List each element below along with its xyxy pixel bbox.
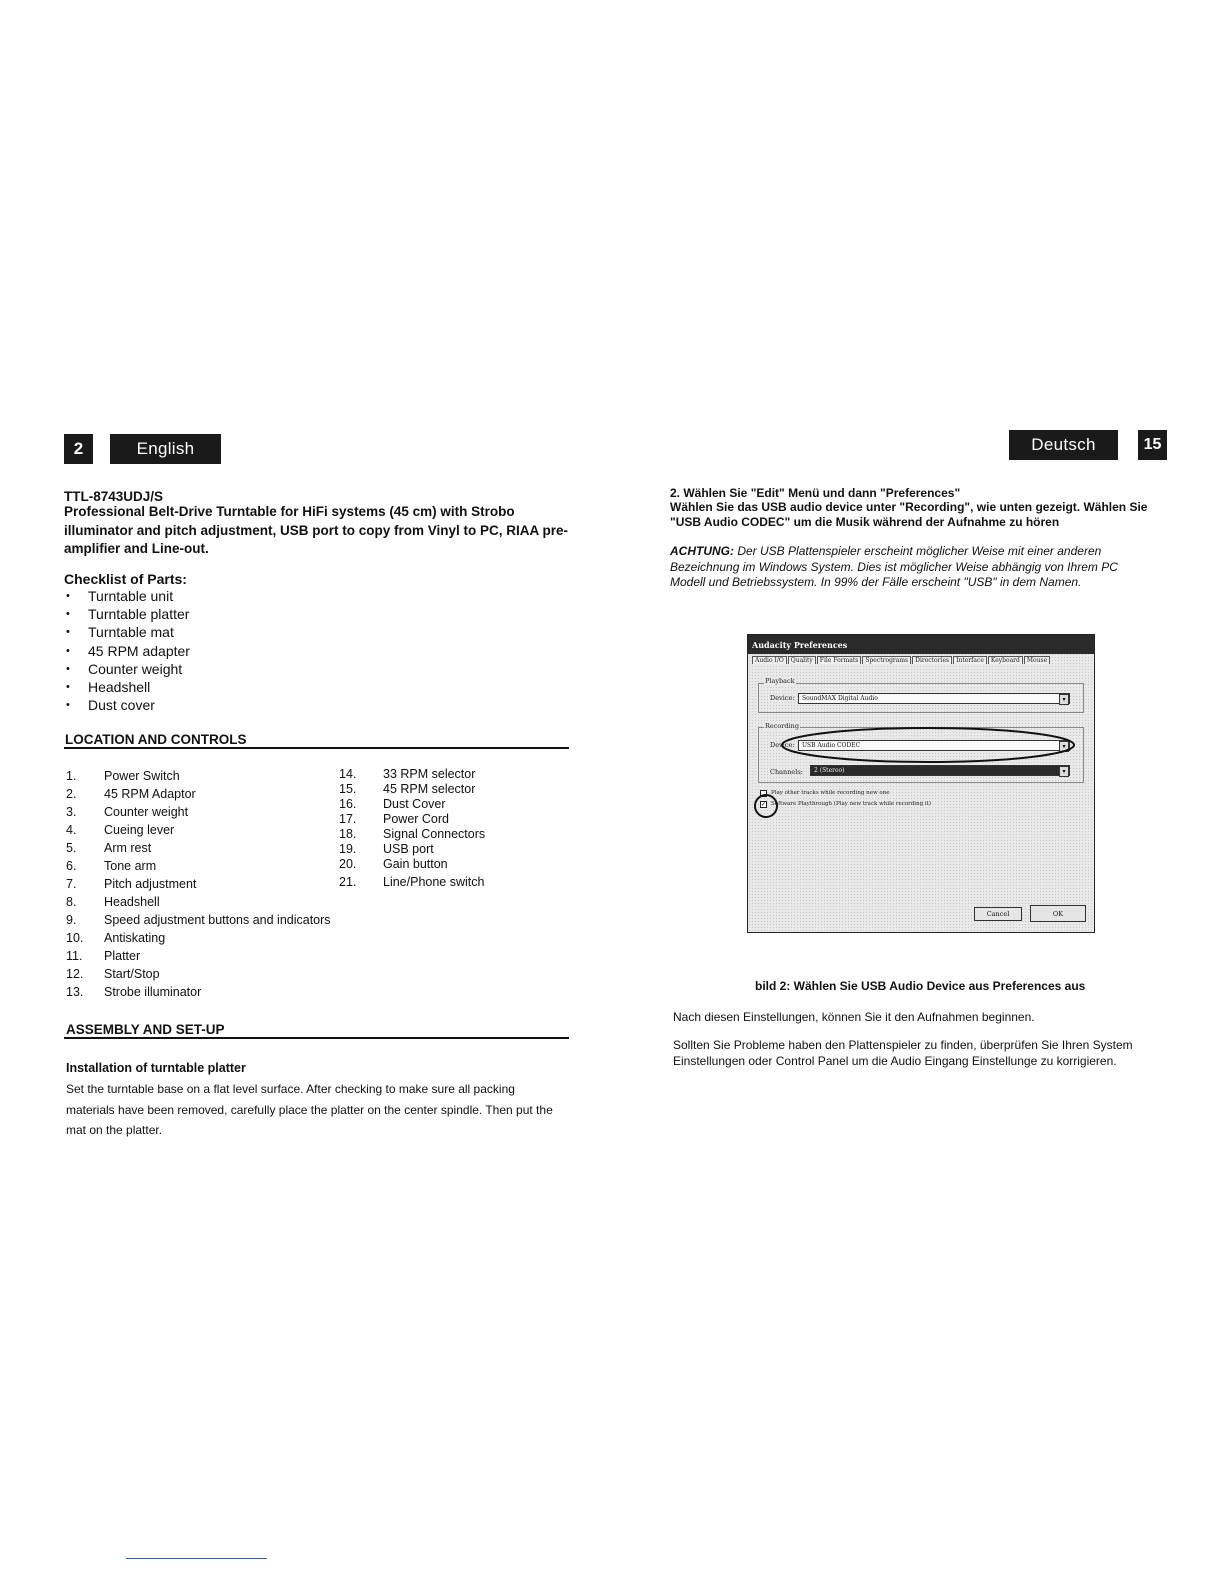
achtung-note: ACHTUNG: Der USB Plattenspieler erscheint möglicher Weise mit einer anderen Bezeichnung im Windows System. Dies ist möglicher Weise abhängig von Ihrem PC Modell und Betriebssystem. In 99% der Fälle erscheint "USB" in dem Namen.: [670, 544, 1118, 589]
list-item: 5. Arm rest: [66, 841, 152, 855]
section-rule: [64, 747, 569, 749]
list-item: 15. 45 RPM selector: [339, 782, 476, 796]
tab-directories[interactable]: Directories: [912, 656, 952, 664]
list-item: • Counter weight: [64, 660, 364, 678]
list-item: • Dust cover: [64, 696, 364, 714]
list-item: 16. Dust Cover: [339, 797, 446, 811]
channels-select[interactable]: 2 (Stereo) ▾: [810, 765, 1070, 776]
list-item: 13. Strobe illuminator: [66, 985, 202, 999]
chevron-down-icon[interactable]: ▾: [1059, 766, 1069, 777]
channels-label: Channels:: [770, 768, 803, 776]
ok-button[interactable]: OK: [1030, 905, 1086, 922]
language-tab-english: English: [110, 434, 221, 464]
playback-device-select[interactable]: SoundMAX Digital Audio ▾: [798, 693, 1070, 704]
page-number-left: 2: [64, 434, 93, 464]
list-item: • Headshell: [64, 678, 364, 696]
paragraph-troubleshoot: Sollten Sie Probleme haben den Plattenspieler zu finden, überprüfen Sie Ihren System Einstellungen oder Control Panel um die Audio Eingang Einstellunge zu korrigieren.: [673, 1038, 1133, 1068]
software-playthrough-checkbox[interactable]: ✓: [761, 802, 767, 808]
playback-label: Playback: [765, 677, 795, 685]
highlight-marks: [748, 635, 1095, 933]
list-item: • Turntable mat: [64, 623, 364, 641]
preferences-screenshot: [747, 634, 1095, 933]
list-item: 6. Tone arm: [66, 859, 157, 873]
model-title: TTL-8743UDJ/S: [64, 489, 164, 504]
page-number-right: 15: [1138, 430, 1167, 460]
checklist-heading: Checklist of Parts:: [64, 571, 187, 587]
chevron-down-icon[interactable]: ▾: [1059, 741, 1069, 752]
product-description: Professional Belt-Drive Turntable for HiFi systems (45 cm) with Strobo illuminator and pitch adjustment, USB port to copy from Vinyl to PC, RIAA pre-amplifier and Line-out.: [64, 504, 569, 556]
recording-label: Recording: [765, 722, 799, 730]
list-item: 3. Counter weight: [66, 805, 189, 819]
play-other-tracks-label: Play other tracks while recording new one: [771, 790, 890, 796]
tab-audio-io[interactable]: Audio I/O: [752, 656, 787, 664]
tab-file-formats[interactable]: File Formats: [817, 656, 862, 664]
window-title: Audacity Preferences: [748, 635, 1094, 654]
recording-device-label: Device:: [770, 741, 795, 749]
install-paragraph: Set the turntable base on a flat level surface. After checking to make sure all packing materials have been removed, carefully place the platter on the center spindle. Then put the mat on the platter.: [66, 1082, 553, 1137]
checklist: [64, 587, 364, 714]
install-heading: Installation of turntable platter: [66, 1061, 246, 1075]
chevron-down-icon[interactable]: ▾: [1059, 694, 1069, 705]
tab-interface[interactable]: Interface: [953, 656, 987, 664]
assembly-heading: ASSEMBLY AND SET-UP: [66, 1022, 225, 1037]
list-item: 2. 45 RPM Adaptor: [66, 787, 196, 801]
language-tab-deutsch: Deutsch: [1009, 430, 1118, 460]
recording-device-select[interactable]: USB Audio CODEC ▾: [798, 740, 1070, 751]
list-item: • 45 RPM adapter: [64, 642, 364, 660]
list-item: 4. Cueing lever: [66, 823, 175, 837]
list-item: 1. Power Switch: [66, 769, 180, 783]
list-item: 14. 33 RPM selector: [339, 767, 476, 781]
software-playthrough-label: Software Playthrough (Play new track while recording it): [771, 801, 931, 807]
list-item: 10. Antiskating: [66, 931, 166, 945]
playback-device-label: Device:: [770, 694, 795, 702]
list-item: 7. Pitch adjustment: [66, 877, 197, 891]
list-item: • Turntable platter: [64, 605, 364, 623]
tab-mouse[interactable]: Mouse: [1024, 656, 1050, 664]
list-item: 9. Speed adjustment buttons and indicators: [66, 913, 331, 927]
list-item: 18. Signal Connectors: [339, 827, 486, 841]
section-rule: [64, 1037, 569, 1039]
list-item: 11. Platter: [66, 949, 141, 963]
list-item: 8. Headshell: [66, 895, 160, 909]
recording-device-highlight: [782, 728, 1074, 762]
checkbox-highlight: [755, 795, 777, 817]
footnote-rule: [126, 1558, 267, 1559]
list-item: 20. Gain button: [339, 857, 448, 871]
location-heading: LOCATION AND CONTROLS: [65, 732, 247, 747]
step-line-2: "USB Audio CODEC" um die Musik während der Aufnahme zu hören: [670, 515, 1060, 529]
list-item: • Turntable unit: [64, 587, 364, 605]
tab-quality[interactable]: Quality: [788, 656, 816, 664]
step-title: 2. Wählen Sie "Edit" Menü und dann "Preferences": [670, 486, 961, 500]
list-item: 12. Start/Stop: [66, 967, 160, 981]
step-line-1: Wählen Sie das USB audio device unter "Recording", wie unten gezeigt. Wählen Sie: [670, 500, 1148, 514]
achtung-label: ACHTUNG:: [670, 544, 734, 558]
tab-keyboard[interactable]: Keyboard: [988, 656, 1023, 664]
list-item: 19. USB port: [339, 842, 434, 856]
paragraph-start-recording: Nach diesen Einstellungen, können Sie it den Aufnahmen beginnen.: [673, 1010, 1035, 1024]
cancel-button[interactable]: Cancel: [974, 907, 1022, 921]
figure-caption: bild 2: Wählen Sie USB Audio Device aus Preferences aus: [755, 979, 1086, 993]
list-item: 17. Power Cord: [339, 812, 449, 826]
tab-spectrograms[interactable]: Spectrograms: [862, 656, 911, 664]
list-item: 21. Line/Phone switch: [339, 875, 485, 889]
